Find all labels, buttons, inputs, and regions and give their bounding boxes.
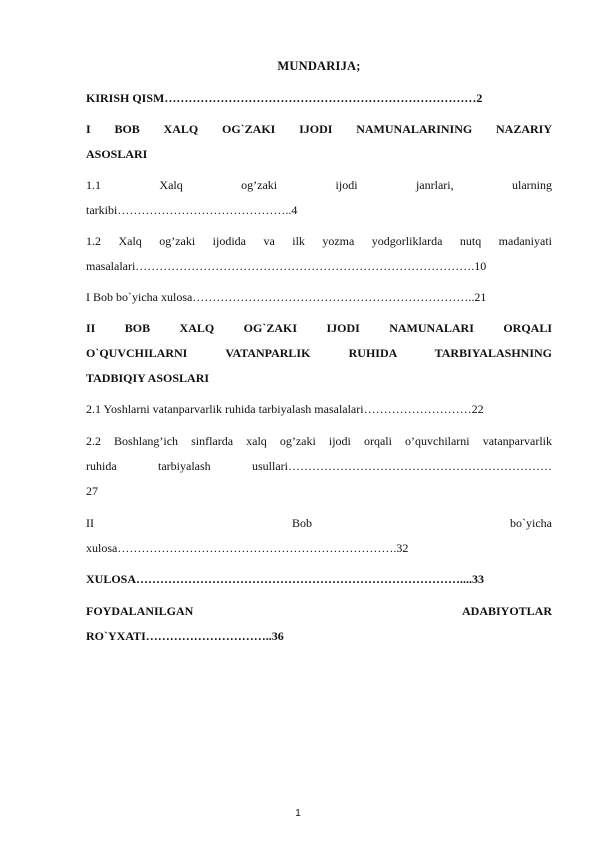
toc-entry-line: 2.1 Yoshlarni vatanparvarlik ruhida tarbiyalash masalalari………………………22: [86, 402, 484, 416]
toc-entry-2-2[interactable]: [86, 429, 552, 504]
toc-entry-line: ruhida tarbiyalash usullari…………………………………………………………: [86, 459, 552, 473]
toc-entry-line: KIRISH QISM……………………………………………………………………2: [86, 91, 483, 105]
toc-entry-line: O`QUVCHILARNI VATANPARLIK RUHIDA TARBIYALASHNING: [86, 346, 552, 360]
toc-entry-2-1[interactable]: [86, 397, 552, 422]
toc-entry-line: xulosa…………………………………………………………….32: [86, 541, 409, 555]
toc-entry-word: FOYDALANILGAN: [86, 604, 194, 618]
toc-entry-word: ADABIYOTLAR: [461, 604, 552, 618]
toc-entry-line: [86, 599, 552, 624]
toc-entry-line: I Bob bo`yicha xulosa……………………………………………………………..21: [86, 290, 487, 304]
toc-entry-line: 2.2 Boshlang’ich sinflarda xalq og’zaki ijodi orqali o’quvchilarni vatanparvarlik: [86, 434, 552, 448]
toc-entry-word: II: [86, 516, 94, 530]
toc-entry-line: II BOB XALQ OG`ZAKI IJODI NAMUNALARI ORQALI: [86, 321, 552, 335]
page-number: 1: [295, 808, 301, 819]
toc-entry-line: XULOSA………………………………………………………………………....33: [86, 572, 485, 586]
toc-entry-line: 1.1 Xalq og’zaki ijodi janrlari, ularning: [86, 178, 552, 192]
toc-entry-line: 1.2 Xalq og’zaki ijodida va ilk yozma yodgorliklarda nutq madaniyati: [86, 234, 552, 248]
toc-entry-bob-1-xulosa[interactable]: [86, 285, 552, 310]
toc-entry-bob-2-xulosa[interactable]: [86, 511, 552, 561]
toc-entry-line: [86, 511, 552, 536]
toc-entry-line: 27: [86, 484, 98, 498]
toc-entry-line: TADBIQIY ASOSLARI: [86, 371, 210, 385]
toc-entry-line: masalalari………………………………………………………………………….10: [86, 259, 487, 273]
toc-title: MUNDARIJA;: [277, 59, 361, 73]
toc-entry-xulosa[interactable]: [86, 567, 552, 592]
toc-entry-1-1[interactable]: [86, 173, 552, 223]
toc-entry-word: Bob: [292, 516, 313, 530]
toc-entry-bob-2[interactable]: [86, 316, 552, 391]
toc-entry-kirish[interactable]: [86, 86, 552, 111]
toc-entry-line: ASOSLARI: [86, 147, 148, 161]
toc-entry-adabiyotlar[interactable]: [86, 599, 552, 649]
toc-entry-line: I BOB XALQ OG`ZAKI IJODI NAMUNALARINING NAZARIY: [86, 122, 552, 136]
toc-entry-line: tarkibi……………………………………..4: [86, 203, 298, 217]
toc-entry-1-2[interactable]: [86, 229, 552, 279]
toc-entry-bob-1[interactable]: [86, 117, 552, 167]
toc-entry-word: bo`yicha: [510, 516, 552, 530]
toc-entry-line: RO`YXATI…………………………..36: [86, 629, 284, 643]
